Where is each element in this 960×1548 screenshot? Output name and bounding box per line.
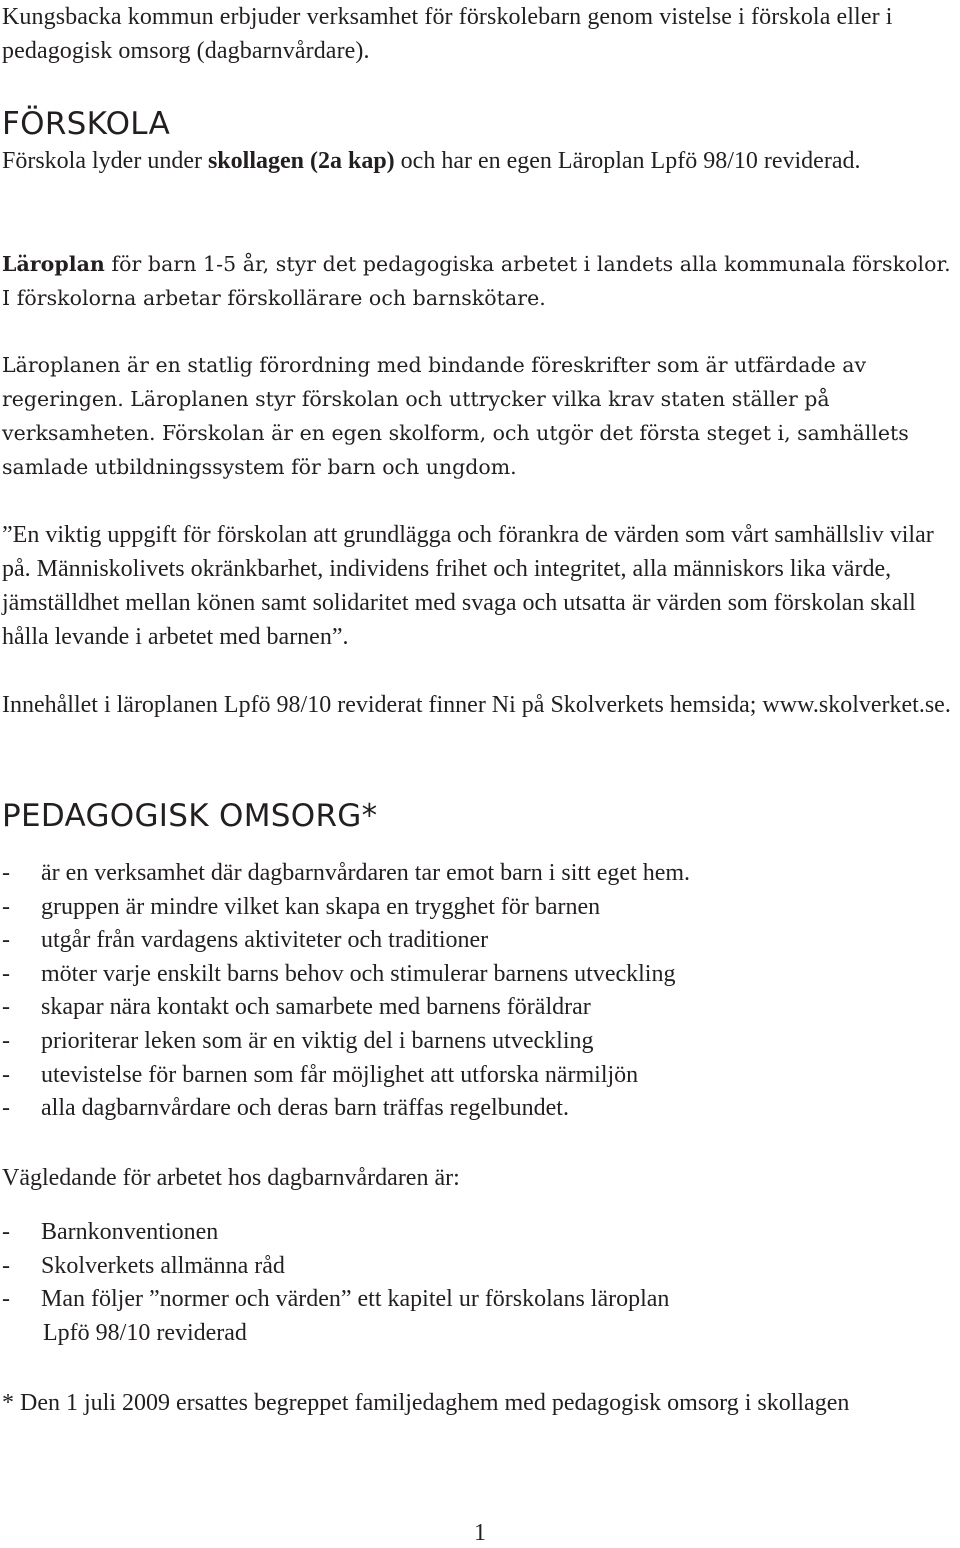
list-item — [2, 1216, 958, 1250]
list-item-text: Skolverkets allmänna råd — [41, 1252, 285, 1279]
omsorg-list — [2, 857, 958, 1126]
law-text-bold: skollagen (2a kap) — [207, 148, 395, 174]
list-item — [2, 891, 958, 925]
laroplan-paragraph — [2, 247, 952, 315]
law-text-b: och har en egen Läroplan Lpfö 98/10 reviderad. — [394, 148, 861, 174]
list-item-continuation: Lpfö 98/10 reviderad — [43, 1319, 247, 1346]
list-item — [2, 1059, 958, 1093]
list-item-text: möter varje enskilt barns behov och stimulerar barnens utveckling — [41, 960, 676, 987]
dash-bullet: - — [2, 1027, 10, 1054]
list-item — [2, 991, 958, 1025]
quote-paragraph: ”En viktig uppgift för förskolan att grundlägga och förankra de värden som vårt samhällsliv vilar på. Människolivets okränkbarhet, individens frihet och integritet, alla människors lika värde, jämställdhet mellan könen samt solidaritet med svaga och utsatta är värden som förskolan skall hålla levande i arbetet med barnen”. — [2, 522, 934, 650]
list-item-text: Man följer ”normer och värden” ett kapitel ur förskolans läroplan — [41, 1286, 670, 1313]
list-item-text: utevistelse för barnen som får möjlighet att utforska närmiljön — [41, 1061, 639, 1088]
dash-bullet: - — [2, 893, 10, 920]
dash-bullet: - — [2, 1095, 10, 1122]
dash-bullet: - — [2, 1286, 10, 1313]
list-item — [2, 924, 958, 958]
intro-paragraph: Kungsbacka kommun erbjuder verksamhet för förskolebarn genom vistelse i förskola eller i pedagogisk omsorg (dagbarnvårdare). — [2, 4, 893, 64]
content-info-paragraph: Innehållet i läroplanen Lpfö 98/10 reviderat finner Ni på Skolverkets hemsida; www.skolverket.se. — [2, 692, 951, 718]
list-item-text: utgår från vardagens aktiviteter och traditioner — [41, 927, 489, 954]
dash-bullet: - — [2, 927, 10, 954]
page-number: 1 — [474, 1520, 486, 1546]
list-item-text: gruppen är mindre vilket kan skapa en trygghet för barnen — [41, 893, 601, 920]
list-item-text: prioriterar leken som är en viktig del i barnens utveckling — [41, 1027, 594, 1054]
list-item-text: alla dagbarnvårdare och deras barn träffas regelbundet. — [41, 1095, 569, 1122]
guiding-list — [2, 1216, 958, 1350]
dash-bullet: - — [2, 960, 10, 987]
laroplanen-paragraph: Läroplanen är en statlig förordning med bindande föreskrifter som är utfärdade av regeringen. Läroplanen styr förskolan och uttrycker vilka krav staten ställer på verksamheten. Förskolan är en egen skolform, och utgör det första steget i, samhällets samlade utbildningssystem för barn och ungdom. — [2, 353, 909, 479]
forskola-law-paragraph — [2, 144, 958, 178]
dash-bullet: - — [2, 1061, 10, 1088]
guiding-title: Vägledande för arbetet hos dagbarnvårdaren är: — [2, 1165, 460, 1191]
omsorg-heading: PEDAGOGISK OMSORG* — [2, 798, 378, 834]
dash-bullet: - — [2, 1252, 10, 1279]
list-item — [2, 1250, 958, 1284]
list-item-text: skapar nära kontakt och samarbete med barnens föräldrar — [41, 994, 591, 1021]
laroplan-text: för barn 1-5 år, styr det pedagogiska arbetet i landets alla kommunala förskolor. I förskolorna arbetar förskollärare och barnskötare. — [2, 252, 951, 310]
list-item-text: Barnkonventionen — [41, 1219, 219, 1245]
list-item — [2, 1283, 958, 1350]
list-item — [2, 857, 958, 891]
list-item — [2, 1092, 958, 1126]
list-item-text: är en verksamhet där dagbarnvårdaren tar emot barn i sitt eget hem. — [41, 860, 691, 886]
forskola-heading: FÖRSKOLA — [2, 106, 171, 142]
list-item — [2, 1025, 958, 1059]
dash-bullet: - — [2, 860, 10, 886]
list-item — [2, 958, 958, 992]
footnote: * Den 1 juli 2009 ersattes begreppet familjedaghem med pedagogisk omsorg i skollagen — [2, 1390, 850, 1416]
law-text-a: Förskola lyder under — [2, 148, 208, 174]
dash-bullet: - — [2, 1219, 10, 1245]
dash-bullet: - — [2, 994, 10, 1021]
laroplan-bold: Läroplan — [2, 252, 105, 276]
